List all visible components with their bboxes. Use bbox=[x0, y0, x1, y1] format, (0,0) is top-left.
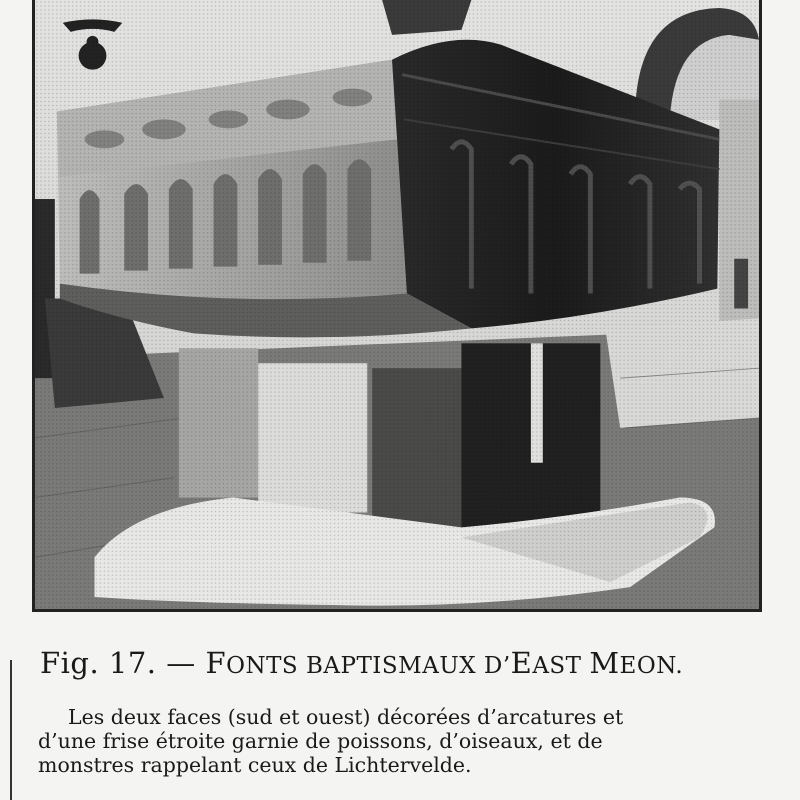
figure-caption bbox=[38, 705, 768, 777]
caption-line: d’une frise étroite garnie de poissons, d’oiseaux, et de bbox=[38, 729, 603, 753]
photo-plate bbox=[32, 0, 762, 612]
title-sc-3: EON. bbox=[619, 653, 684, 679]
figure-label: Fig. 17. — bbox=[40, 646, 196, 680]
caption-line: monstres rappelant ceux de Lichtervelde. bbox=[38, 753, 472, 777]
margin-rule bbox=[10, 660, 12, 800]
title-cap-2: E bbox=[510, 646, 533, 680]
font-photograph bbox=[35, 0, 759, 609]
title-cap-3: M bbox=[589, 646, 620, 680]
caption-line: Les deux faces (sud et ouest) décorées d’arcatures et bbox=[68, 705, 624, 729]
title-sc-1: ONTS BAPTISMAUX D’ bbox=[226, 653, 511, 679]
figure-title bbox=[40, 646, 780, 680]
title-sc-2: AST bbox=[532, 653, 590, 679]
title-cap-1: F bbox=[205, 646, 227, 680]
